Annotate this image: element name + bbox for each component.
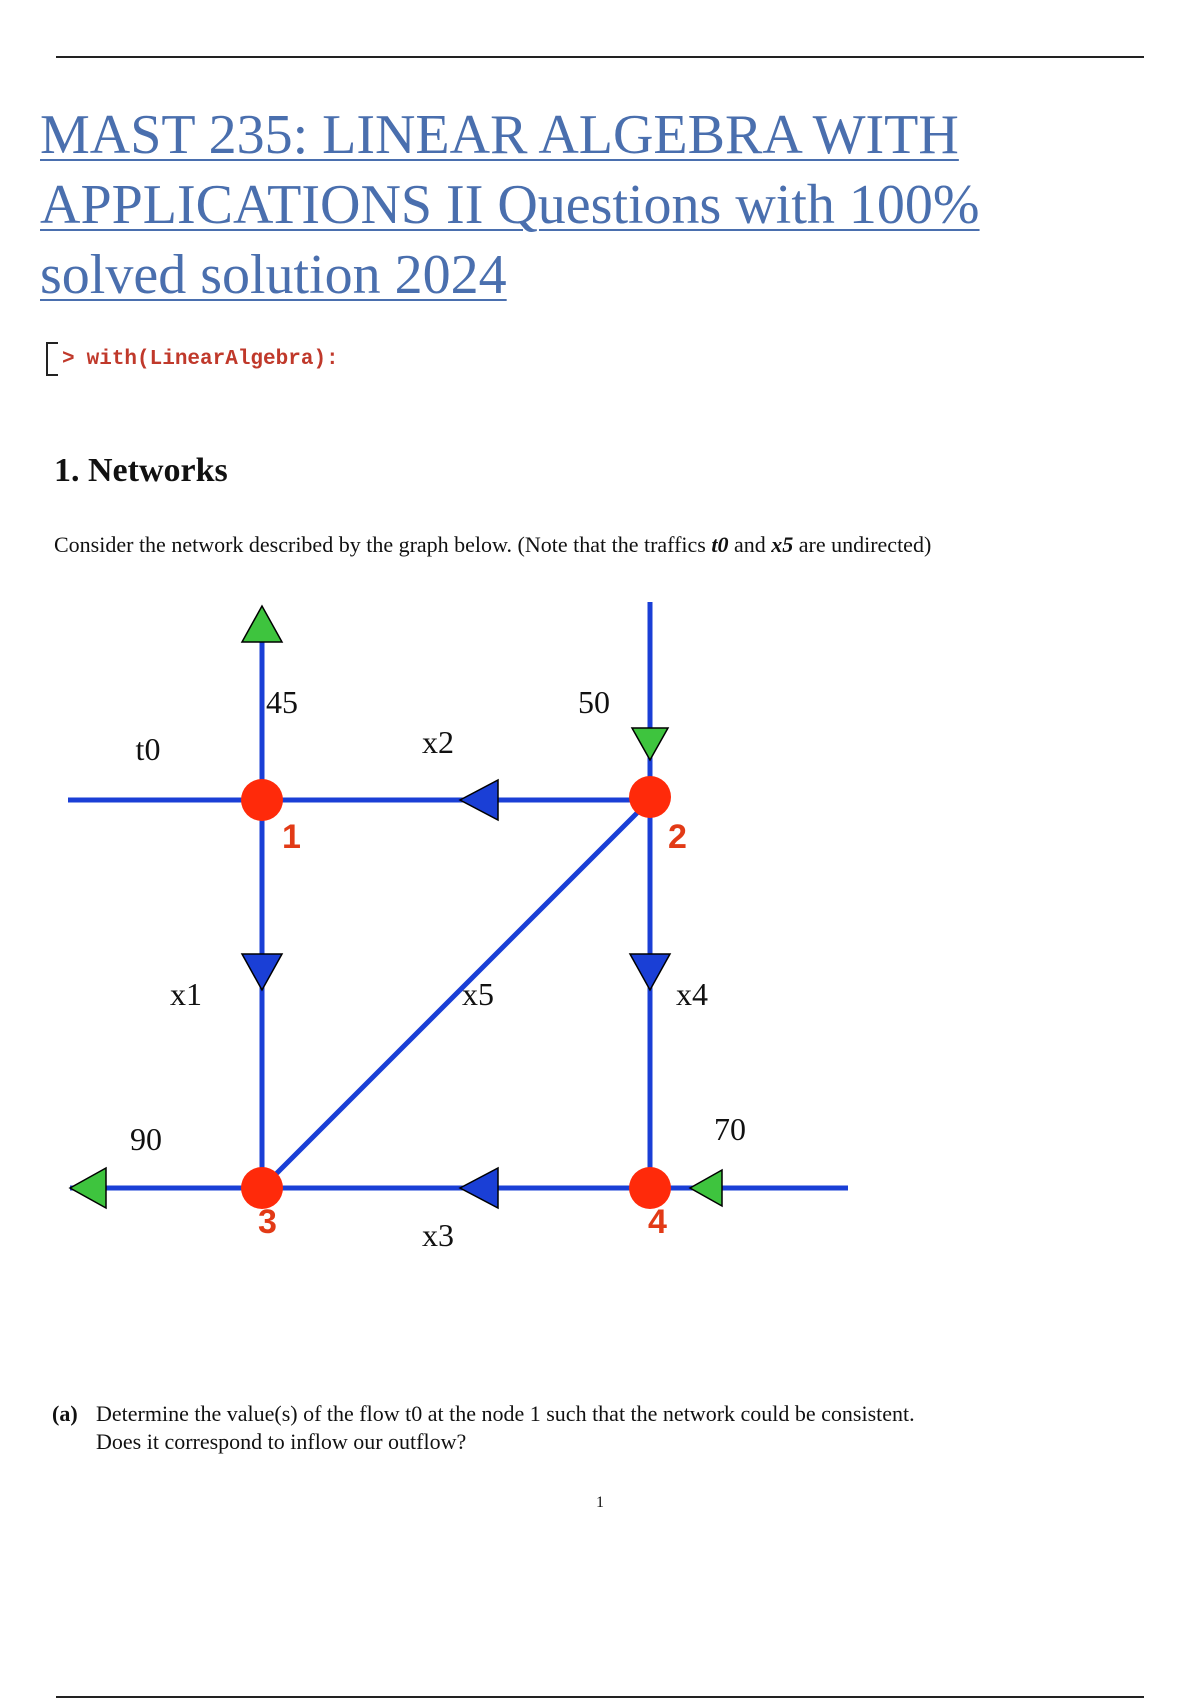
node-label-1: 1 [282,818,301,856]
section-heading: 1. Networks [54,452,228,489]
arrow-out-45 [242,606,282,642]
bottom-rule [56,1696,1144,1698]
arrow-x3 [460,1168,498,1208]
node-label-3: 3 [258,1203,277,1241]
node-1 [241,779,283,821]
label-x5: x5 [462,976,494,1012]
node-label-4: 4 [648,1203,667,1241]
execution-group-bracket [46,342,58,376]
network-graph [0,590,1200,1290]
label-t0: t0 [135,731,161,767]
edge-x5 [262,800,650,1188]
question-a-label: (a) [52,1401,78,1426]
page-number: 1 [596,1494,604,1511]
question-a-line-2: Does it correspond to inflow our outflow? [96,1429,467,1454]
arrow-x4 [630,954,670,990]
arrow-x2 [460,780,498,820]
node-label-2: 2 [668,818,687,856]
label-90: 90 [130,1121,162,1157]
arrow-out-90 [70,1168,106,1208]
label-x1: x1 [170,976,202,1012]
question-a-line-1: Determine the value(s) of the flow t0 at the node 1 such that the network could be consistent. [96,1401,915,1426]
label-50: 50 [578,684,610,720]
intro-text-after: are undirected) [793,532,932,557]
intro-var-x5: x5 [771,532,794,557]
label-70: 70 [714,1111,746,1147]
top-rule [56,56,1144,58]
title-line-2[interactable]: APPLICATIONS II Questions with 100% [40,174,980,236]
label-45: 45 [266,684,298,720]
arrow-x1 [242,954,282,990]
label-x3: x3 [422,1217,454,1253]
maple-command: with(LinearAlgebra): [86,347,339,371]
label-x2: x2 [422,724,454,760]
maple-input-line [46,342,339,376]
title-line-3[interactable]: solved solution 2024 [40,244,507,306]
document-title[interactable] [40,100,1140,310]
arrow-in-50 [632,728,668,760]
label-x4: x4 [676,976,708,1012]
arrow-in-70 [690,1170,722,1206]
intro-var-t0: t0 [711,532,729,557]
question-a-text [96,1400,1146,1456]
maple-prompt: > [62,347,75,371]
node-2 [629,776,671,818]
intro-paragraph [54,530,1154,560]
intro-text-before: Consider the network described by the graph below. (Note that the traffics [54,532,712,557]
intro-text-middle: and [728,532,772,557]
title-line-1[interactable]: MAST 235: LINEAR ALGEBRA WITH [40,104,959,166]
